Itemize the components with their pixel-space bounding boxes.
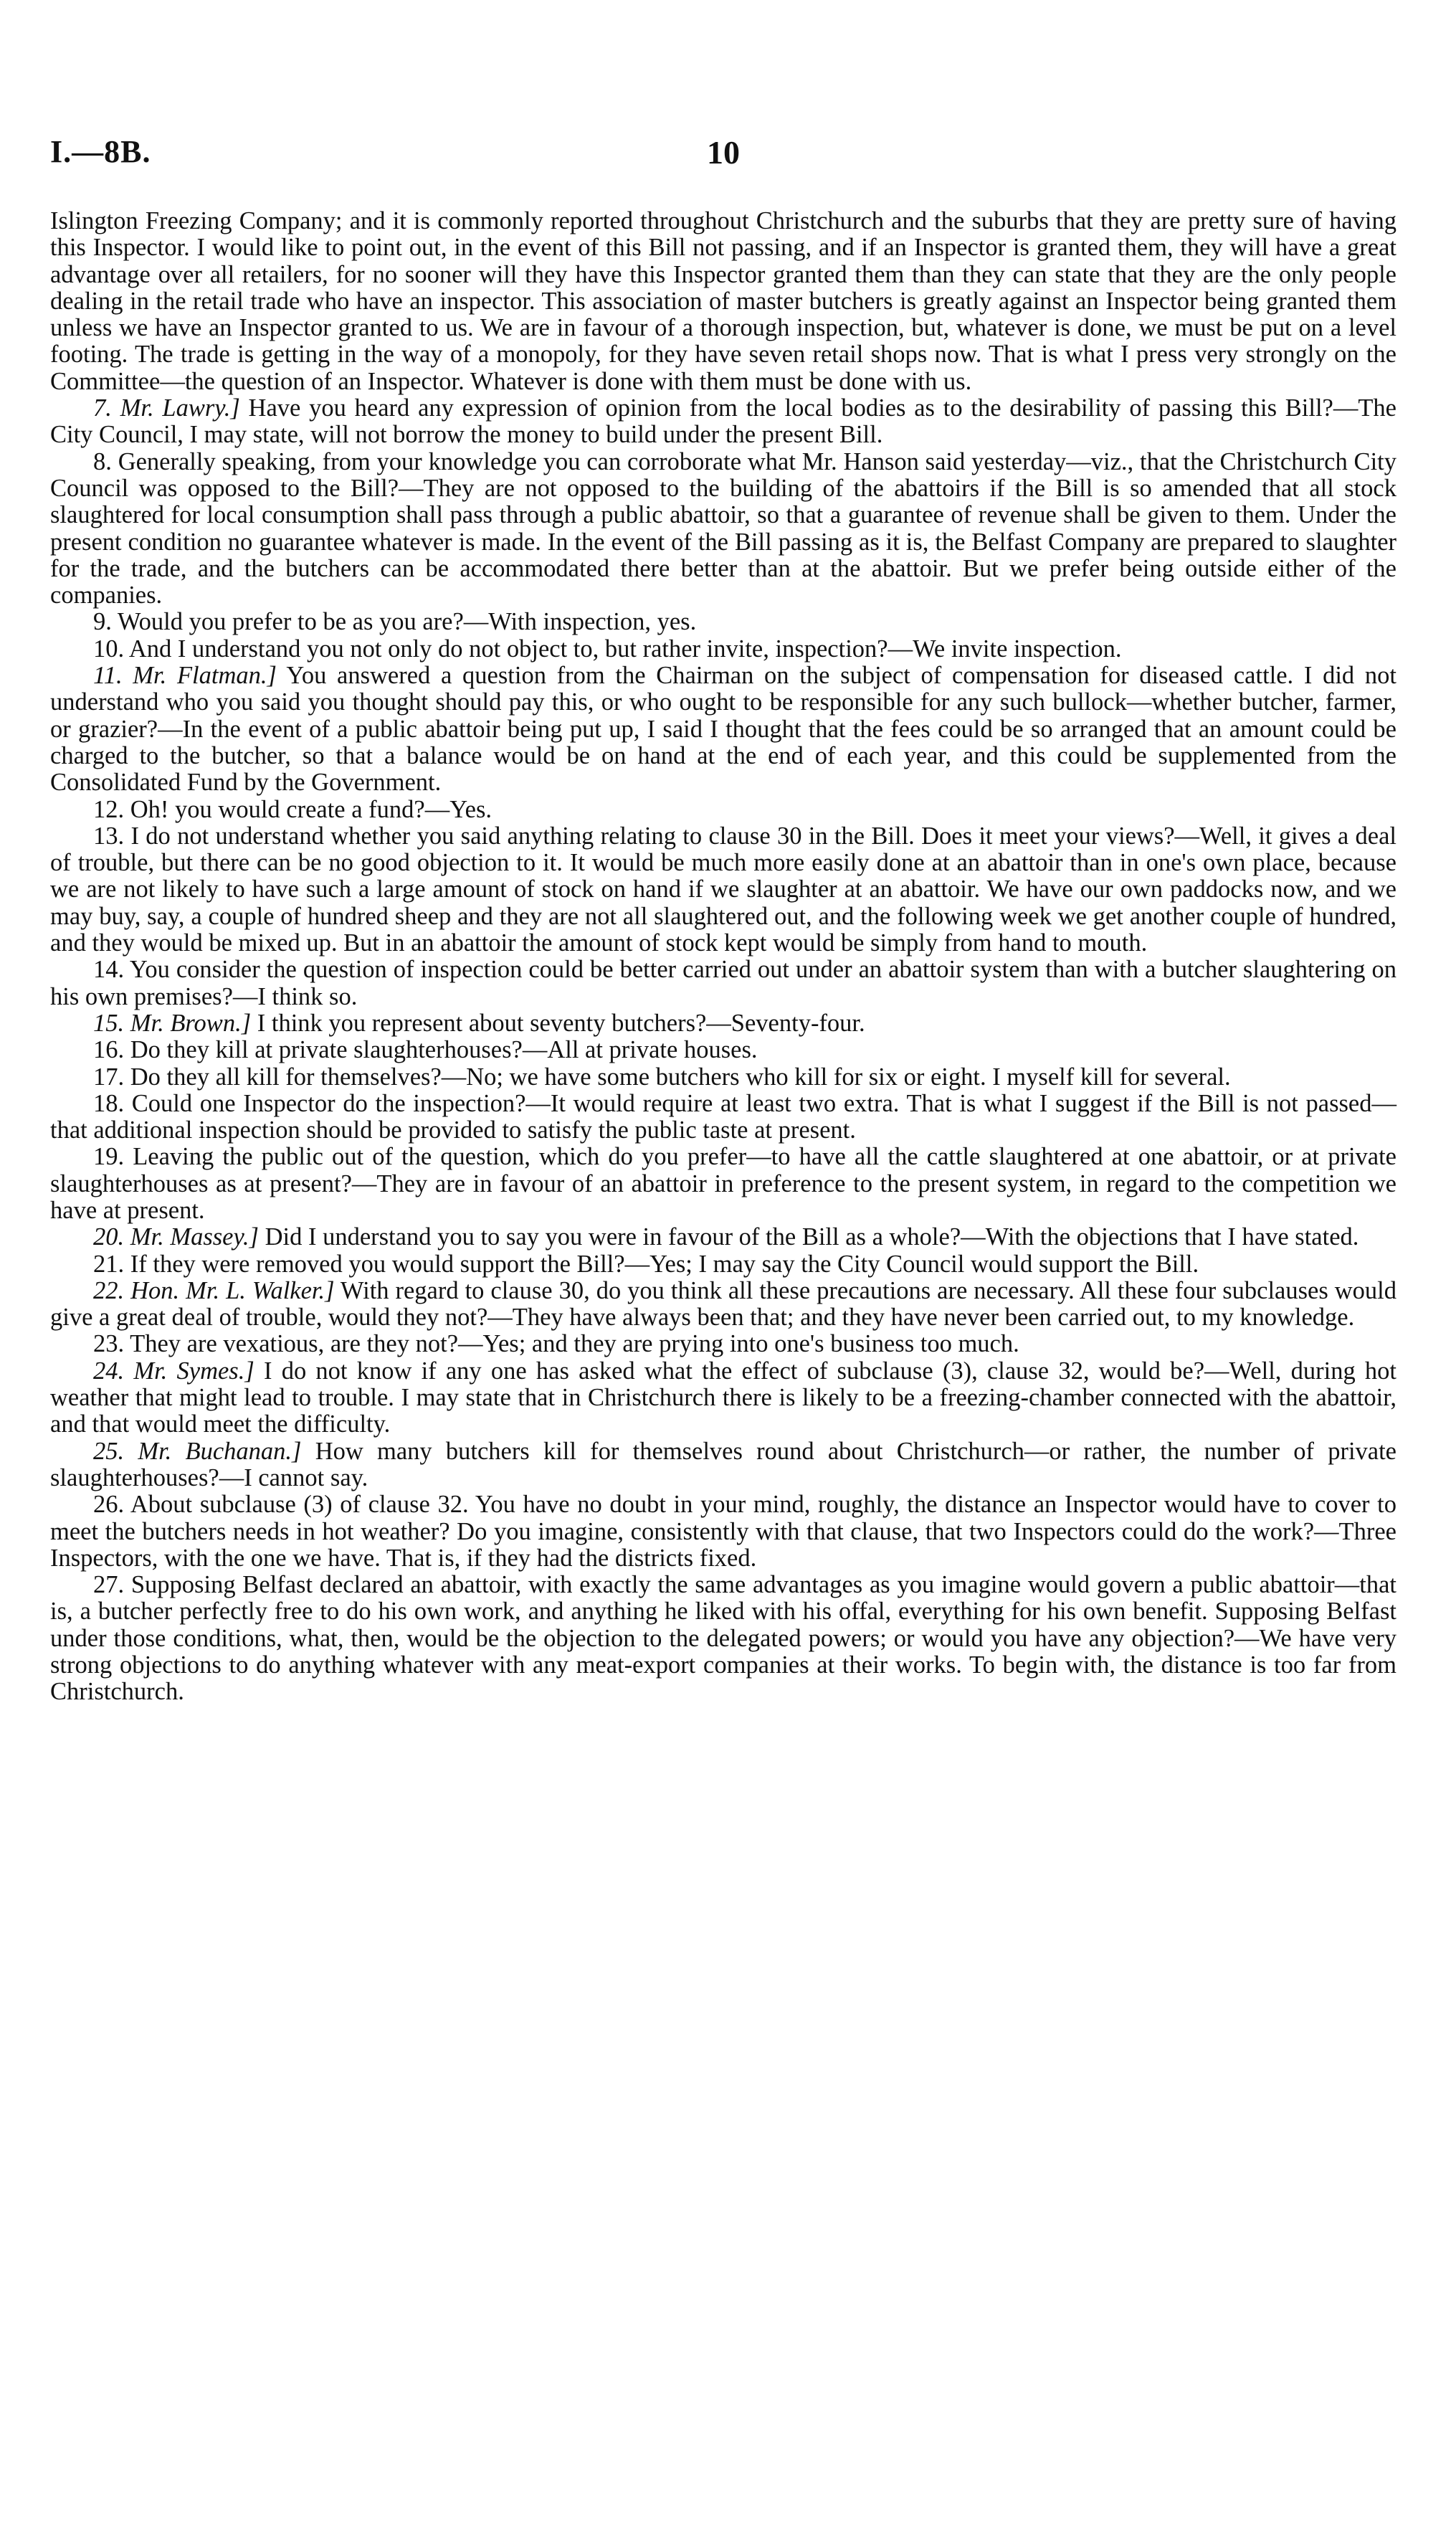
speaker-label: 20. Mr. Massey.]	[93, 1223, 259, 1251]
question-12	[50, 797, 1396, 823]
question-15	[50, 1010, 1396, 1037]
paragraph-text: With regard to clause 30, do you think all these precautions are necessary. All these four subclauses would give a great deal of trouble, would they not?—They have always been that; and they have never been carried out, to my knowledge.	[50, 1276, 1396, 1332]
speaker-label: 24. Mr. Symes.]	[93, 1357, 254, 1385]
question-22	[50, 1278, 1396, 1332]
paragraph-text: I do not know if any one has asked what the effect of subclause (3), clause 32, would be?—Well, during hot weather that might lead to trouble. I may state that in Christchurch there is likely to be a freezing-chamber connected with the abattoir, and that would meet the difficulty.	[50, 1357, 1396, 1438]
paragraph-text: 16. Do they kill at private slaughterhouses?—All at private houses.	[93, 1036, 758, 1064]
question-21	[50, 1251, 1396, 1278]
page-header	[50, 133, 1396, 176]
question-13	[50, 823, 1396, 957]
paragraph-text: 19. Leaving the public out of the question, which do you prefer—to have all the cattle slaughtered at one abattoir, or at private slaughterhouses as at present?—They are in favour of an abattoir in preference to the present system, in regard to the competition we have at present.	[50, 1143, 1396, 1224]
paragraph-text: 13. I do not understand whether you said anything relating to clause 30 in the Bill. Does it meet your views?—Well, it gives a deal of trouble, but there can be no good objection to it. It would be much more easily done at an abattoir than in one's own place, because we are not likely to have such a large amount of stock on hand if we slaughter at an abattoir. We have our own paddocks now, and we may buy, say, a couple of hundred sheep and they are not all slaughtered out, and the following week we get another couple of hundred, and they would be mixed up. But in an abattoir the amount of stock kept would be simply from hand to mouth.	[50, 822, 1396, 957]
paragraph-text: 9. Would you prefer to be as you are?—With inspection, yes.	[93, 608, 697, 636]
question-17	[50, 1064, 1396, 1091]
paragraph-text: You answered a question from the Chairman on the subject of compensation for diseased cattle. I did not understand who you said you thought should pay this, or who ought to be responsible for any such bullock—whether butcher, farmer, or grazier?—In the event of a public abattoir being put up, I said I thought that the fees could be so arranged that an amount could be charged to the butcher, so that a balance would be on hand at the end of each year, and this could be supplemented from the Consolidated Fund by the Government.	[50, 662, 1396, 797]
paragraph-text: Did I understand you to say you were in favour of the Bill as a whole?—With the objections that I have stated.	[258, 1223, 1359, 1251]
paragraph-text: 18. Could one Inspector do the inspection?—It would require at least two extra. That is what I suggest if the Bill is not passed—that additional inspection should be provided to satisfy the public taste at present.	[50, 1089, 1396, 1144]
question-19	[50, 1144, 1396, 1224]
speaker-label: 11. Mr. Flatman.]	[93, 662, 277, 690]
paragraph-continuation	[50, 208, 1396, 395]
page-number: 10	[707, 134, 740, 171]
question-9	[50, 609, 1396, 635]
paragraph-text: 10. And I understand you not only do not object to, but rather invite, inspection?—We invite inspection.	[93, 635, 1122, 663]
paragraph-text: 23. They are vexatious, are they not?—Yes; and they are prying into one's business too much.	[93, 1330, 1019, 1358]
question-27	[50, 1572, 1396, 1705]
paragraph-text: I think you represent about seventy butchers?—Seventy-four.	[251, 1009, 865, 1037]
question-20	[50, 1224, 1396, 1251]
paragraph-text: 27. Supposing Belfast declared an abattoir, with exactly the same advantages as you imagine would govern a public abattoir—that is, a butcher perfectly free to do his own work, and anything he liked with his offal, everything for his own benefit. Supposing Belfast under those conditions, what, then, would be the objection to the delegated powers; or would you have any objection?—We have very strong objections to do anything whatever with any meat-export companies at their works. To begin with, the distance is too far from Christchurch.	[50, 1571, 1396, 1706]
question-26	[50, 1491, 1396, 1572]
document-reference: I.—8B.	[50, 134, 151, 169]
speaker-label: 7. Mr. Lawry.]	[93, 394, 240, 422]
question-7	[50, 395, 1396, 449]
paragraph-text: Islington Freezing Company; and it is commonly reported throughout Christchurch and the suburbs that they are pretty sure of having this Inspector. I would like to point out, in the event of this Bill not passing, and if an Inspector is granted them, they will have a great advantage over all retailers, for no sooner will they have this Inspector granted them than they can state that they are the only people dealing in the retail trade who have an inspector. This association of master butchers is greatly against an Inspector being granted them unless we have an Inspector granted to us. We are in favour of a thorough inspection, but, whatever is done, we must be put on a level footing. The trade is getting in the way of a monopoly, for they have seven retail shops now. That is what I press very strongly on the Committee—the question of an Inspector. Whatever is done with them must be done with us.	[50, 207, 1396, 395]
question-25	[50, 1438, 1396, 1492]
question-11	[50, 663, 1396, 796]
paragraph-text: How many butchers kill for themselves round about Christchurch—or rather, the number of private slaughterhouses?—I cannot say.	[50, 1437, 1396, 1491]
paragraph-text: 12. Oh! you would create a fund?—Yes.	[93, 795, 493, 823]
question-24	[50, 1358, 1396, 1438]
paragraph-text: 26. About subclause (3) of clause 32. You have no doubt in your mind, roughly, the distance an Inspector would have to cover to meet the butchers needs in hot weather? Do you imagine, consistently with that clause, that two Inspectors could do the work?—Three Inspectors, with the one we have. That is, if they had the districts fixed.	[50, 1491, 1396, 1572]
paragraph-text: Have you heard any expression of opinion from the local bodies as to the desirability of passing this Bill?—The City Council, I may state, will not borrow the money to build under the present Bill.	[50, 394, 1396, 449]
paragraph-text: 14. You consider the question of inspection could be better carried out under an abattoir system than with a butcher slaughtering on his own premises?—I think so.	[50, 956, 1396, 1010]
question-14	[50, 957, 1396, 1010]
question-10	[50, 636, 1396, 663]
speaker-label: 15. Mr. Brown.]	[93, 1009, 252, 1037]
speaker-label: 22. Hon. Mr. L. Walker.]	[93, 1276, 335, 1304]
question-16	[50, 1037, 1396, 1063]
paragraph-text: 8. Generally speaking, from your knowledge you can corroborate what Mr. Hanson said yesterday—viz., that the Christchurch City Council was opposed to the Bill?—They are not opposed to the building of the abattoirs if the Bill is so amended that all stock slaughtered for local consumption shall pass through a public abattoir, so that a guarantee of revenue shall be given to them. Under the present condition no guarantee whatever is made. In the event of the Bill passing as it is, the Belfast Company are prepared to slaughter for the trade, and the butchers can be accommodated there better than at the abattoir. But we prefer being outside either of the companies.	[50, 447, 1396, 609]
evidence-text	[50, 208, 1396, 1706]
question-8	[50, 449, 1396, 609]
paragraph-text: 21. If they were removed you would support the Bill?—Yes; I may say the City Council would support the Bill.	[93, 1250, 1199, 1278]
paragraph-text: 17. Do they all kill for themselves?—No; we have some butchers who kill for six or eight. I myself kill for several.	[93, 1063, 1231, 1091]
question-18	[50, 1091, 1396, 1144]
question-23	[50, 1331, 1396, 1357]
speaker-label: 25. Mr. Buchanan.]	[93, 1437, 302, 1465]
